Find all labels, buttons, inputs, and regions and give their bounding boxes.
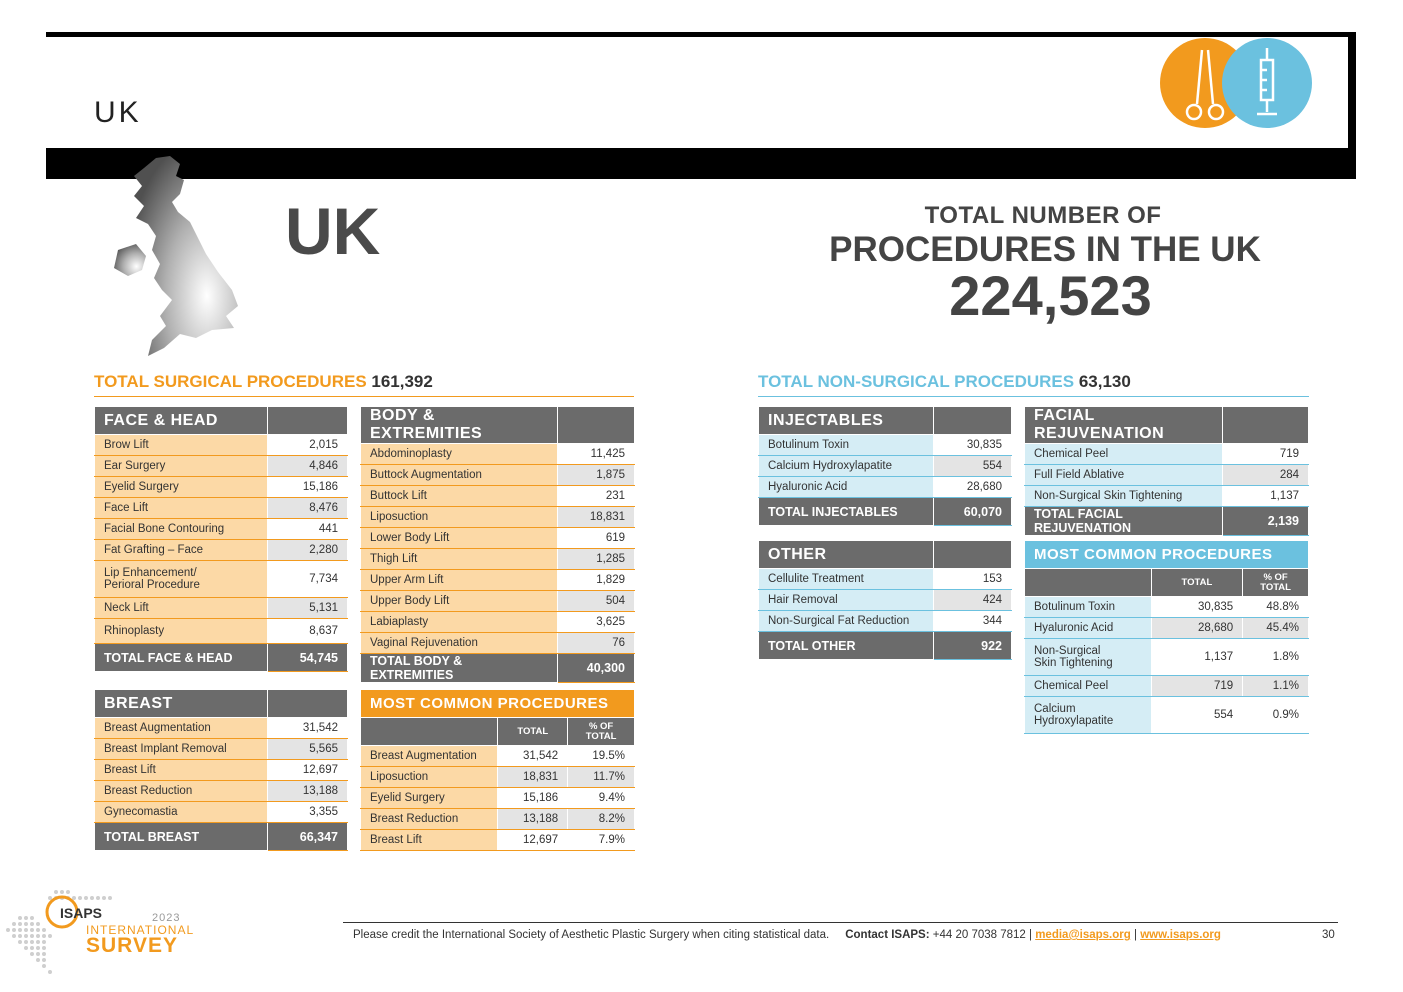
page-number: 30 <box>1322 929 1335 941</box>
table-row-value: 504 <box>558 591 635 612</box>
face-head-table <box>94 406 348 672</box>
row-label-line1: Non-Surgical <box>1034 645 1101 657</box>
row-label-line1: Lip Enhancement/ <box>104 567 197 579</box>
table-row-label: Chemical Peel <box>1025 444 1223 465</box>
table-row-label: Buttock Augmentation <box>361 465 558 486</box>
table-row-value: 12,697 <box>498 830 568 851</box>
most-common-surgical-table <box>360 689 635 851</box>
table-row-value: 4,846 <box>268 456 348 477</box>
table-row-value: 28,680 <box>934 477 1012 498</box>
body-title: BODY & EXTREMITIES <box>361 407 558 444</box>
breast-table <box>94 689 348 851</box>
table-row-label: Breast Augmentation <box>95 718 268 739</box>
table-row-label <box>1025 639 1152 676</box>
table-row-pct: 1.8% <box>1243 639 1309 676</box>
table-row-label: Calcium Hydroxylapatite <box>759 456 934 477</box>
table-row-value: 153 <box>934 569 1012 590</box>
total-label: TOTAL BREAST <box>95 823 268 851</box>
table-row-label: Neck Lift <box>95 598 268 619</box>
credit-text: Please credit the International Society of Aesthetic Plastic Surgery when citing statistical data. <box>353 929 830 941</box>
table-row-value: 1,829 <box>558 570 635 591</box>
table-row-pct: 11.7% <box>568 767 635 788</box>
table-row-label: Liposuction <box>361 507 558 528</box>
table-row-pct: 8.2% <box>568 809 635 830</box>
table-row-label: Hyaluronic Acid <box>759 477 934 498</box>
footer-credit <box>353 929 1221 941</box>
col-pct-header: % OF TOTAL <box>1243 569 1309 597</box>
total-label: TOTAL OTHER <box>759 632 934 660</box>
total-value: 40,300 <box>558 654 635 683</box>
table-row-value: 31,542 <box>268 718 348 739</box>
table-row-label: Lower Body Lift <box>361 528 558 549</box>
table-row-label: Breast Augmentation <box>361 746 498 767</box>
total-value: 2,139 <box>1223 507 1309 536</box>
table-row-value: 2,280 <box>268 540 348 561</box>
table-row-value: 719 <box>1151 676 1243 697</box>
table-row-value: 28,680 <box>1151 618 1243 639</box>
table-row-pct: 9.4% <box>568 788 635 809</box>
table-row-label: Chemical Peel <box>1025 676 1152 697</box>
table-row-value: 3,355 <box>268 802 348 823</box>
table-row-value: 719 <box>1223 444 1309 465</box>
total-line1: TOTAL NUMBER OF <box>924 202 1162 229</box>
table-row-label: Breast Lift <box>361 830 498 851</box>
table-row-value: 7,734 <box>268 561 348 598</box>
contact-phone: +44 20 7038 7812 | <box>932 929 1032 941</box>
table-row-label: Labiaplasty <box>361 612 558 633</box>
table-row-value: 619 <box>558 528 635 549</box>
total-label: TOTAL BODY & EXTREMITIES <box>361 654 558 683</box>
table-row-label: Thigh Lift <box>361 549 558 570</box>
table-row-label: Full Field Ablative <box>1025 465 1223 486</box>
table-row-value: 5,131 <box>268 598 348 619</box>
facial-rejuvenation-table <box>1024 406 1309 536</box>
table-row-value: 1,137 <box>1223 486 1309 507</box>
table-row-value: 13,188 <box>268 781 348 802</box>
table-row-label: Face Lift <box>95 498 268 519</box>
table-row-value: 8,637 <box>268 619 348 644</box>
table-row-value: 1,285 <box>558 549 635 570</box>
col-total-header: TOTAL <box>498 718 568 746</box>
table-row-value: 231 <box>558 486 635 507</box>
email-link[interactable]: media@isaps.org <box>1035 929 1131 941</box>
table-row-pct: 7.9% <box>568 830 635 851</box>
injectables-title: INJECTABLES <box>759 407 934 435</box>
table-row-label: Liposuction <box>361 767 498 788</box>
table-row-label: Fat Grafting – Face <box>95 540 268 561</box>
table-row-label: Breast Lift <box>95 760 268 781</box>
total-label: TOTAL FACIAL REJUVENATION <box>1025 507 1223 536</box>
nonsurgical-value: 63,130 <box>1078 372 1131 391</box>
table-row-value: 554 <box>934 456 1012 477</box>
table-row-value: 12,697 <box>268 760 348 781</box>
table-row-label: Facial Bone Contouring <box>95 519 268 540</box>
other-table <box>758 540 1012 660</box>
table-row-pct: 45.4% <box>1243 618 1309 639</box>
table-row-label: Hyaluronic Acid <box>1025 618 1152 639</box>
banner-top-border <box>46 32 1356 37</box>
mc-nonsurgical-title: MOST COMMON PROCEDURES <box>1025 541 1309 569</box>
table-row-label <box>95 561 268 598</box>
table-row-label: Upper Body Lift <box>361 591 558 612</box>
logo-survey: SURVEY <box>86 934 178 957</box>
syringe-icon <box>1222 38 1312 128</box>
total-value: 54,745 <box>268 644 348 672</box>
table-row-value: 76 <box>558 633 635 654</box>
row-label-line2: Hydroxylapatite <box>1034 715 1114 727</box>
col-total-header: TOTAL <box>1151 569 1243 597</box>
surgical-section-header <box>94 372 634 397</box>
total-line2: PROCEDURES IN THE UK <box>829 230 1261 269</box>
table-row-value: 8,476 <box>268 498 348 519</box>
table-row-pct: 1.1% <box>1243 676 1309 697</box>
table-row-label: Upper Arm Lift <box>361 570 558 591</box>
website-link[interactable]: www.isaps.org <box>1140 929 1221 941</box>
table-row-value: 11,425 <box>558 444 635 465</box>
nonsurgical-section-header <box>758 372 1309 397</box>
table-row-value: 18,831 <box>498 767 568 788</box>
table-row-value: 15,186 <box>268 477 348 498</box>
table-row-value: 30,835 <box>1151 597 1243 618</box>
total-label: TOTAL FACE & HEAD <box>95 644 268 672</box>
nonsurgical-label: TOTAL NON-SURGICAL PROCEDURES <box>758 372 1075 391</box>
table-row-value: 5,565 <box>268 739 348 760</box>
injectables-table <box>758 406 1012 526</box>
table-row-label: Eyelid Surgery <box>95 477 268 498</box>
table-row-label: Rhinoplasty <box>95 619 268 644</box>
table-row-pct: 0.9% <box>1243 697 1309 734</box>
table-row-label: Eyelid Surgery <box>361 788 498 809</box>
table-row-label: Hair Removal <box>759 590 934 611</box>
table-row-value: 424 <box>934 590 1012 611</box>
table-row-value: 441 <box>268 519 348 540</box>
face-head-title: FACE & HEAD <box>95 407 268 435</box>
total-value: 60,070 <box>934 498 1012 526</box>
table-row-label: Abdominoplasty <box>361 444 558 465</box>
table-row-pct: 19.5% <box>568 746 635 767</box>
uk-map-icon <box>108 150 248 360</box>
total-value: 66,347 <box>268 823 348 851</box>
table-row-label: Gynecomastia <box>95 802 268 823</box>
footer-divider <box>343 922 1338 923</box>
country-heading: UK <box>285 194 381 268</box>
table-row-value: 13,188 <box>498 809 568 830</box>
table-row-value: 1,875 <box>558 465 635 486</box>
table-row-label: Breast Reduction <box>95 781 268 802</box>
facial-title: FACIAL REJUVENATION <box>1025 407 1223 444</box>
col-pct-header: % OF TOTAL <box>568 718 635 746</box>
surgical-label: TOTAL SURGICAL PROCEDURES <box>94 372 367 391</box>
table-row-label: Non-Surgical Fat Reduction <box>759 611 934 632</box>
table-row-pct: 48.8% <box>1243 597 1309 618</box>
total-value: 922 <box>934 632 1012 660</box>
table-row-value: 284 <box>1223 465 1309 486</box>
table-row-label <box>1025 697 1152 734</box>
contact-label: Contact ISAPS: <box>845 929 930 941</box>
table-row-label: Botulinum Toxin <box>759 435 934 456</box>
total-label: TOTAL INJECTABLES <box>759 498 934 526</box>
page-title: UK <box>94 96 142 129</box>
body-extremities-table <box>360 406 635 683</box>
table-row-value: 30,835 <box>934 435 1012 456</box>
table-row-value: 31,542 <box>498 746 568 767</box>
table-row-label: Cellulite Treatment <box>759 569 934 590</box>
table-row-value: 344 <box>934 611 1012 632</box>
table-row-value: 554 <box>1151 697 1243 734</box>
row-label-line2: Skin Tightening <box>1034 657 1113 669</box>
table-row-label: Botulinum Toxin <box>1025 597 1152 618</box>
table-row-label: Ear Surgery <box>95 456 268 477</box>
logo-international: INTERNATIONAL <box>86 923 195 937</box>
row-label-line2: Perioral Procedure <box>104 579 200 591</box>
other-title: OTHER <box>759 541 934 569</box>
table-row-label: Buttock Lift <box>361 486 558 507</box>
table-row-label: Breast Reduction <box>361 809 498 830</box>
logo-isaps-text: ISAPS <box>60 905 103 921</box>
breast-title: BREAST <box>95 690 268 718</box>
most-common-nonsurgical-table <box>1024 540 1309 734</box>
table-row-label: Breast Implant Removal <box>95 739 268 760</box>
row-label-line1: Calcium <box>1034 703 1076 715</box>
mc-surgical-title: MOST COMMON PROCEDURES <box>361 690 635 718</box>
table-row-value: 2,015 <box>268 435 348 456</box>
table-row-value: 18,831 <box>558 507 635 528</box>
table-row-value: 15,186 <box>498 788 568 809</box>
logo-year: 2023 <box>152 912 181 924</box>
total-number: 224,523 <box>949 264 1152 327</box>
footer-separator: | <box>1133 929 1137 941</box>
table-row-label: Brow Lift <box>95 435 268 456</box>
table-row-value: 1,137 <box>1151 639 1243 676</box>
table-row-value: 3,625 <box>558 612 635 633</box>
table-row-label: Non-Surgical Skin Tightening <box>1025 486 1223 507</box>
surgical-value: 161,392 <box>371 372 433 391</box>
table-row-label: Vaginal Rejuvenation <box>361 633 558 654</box>
